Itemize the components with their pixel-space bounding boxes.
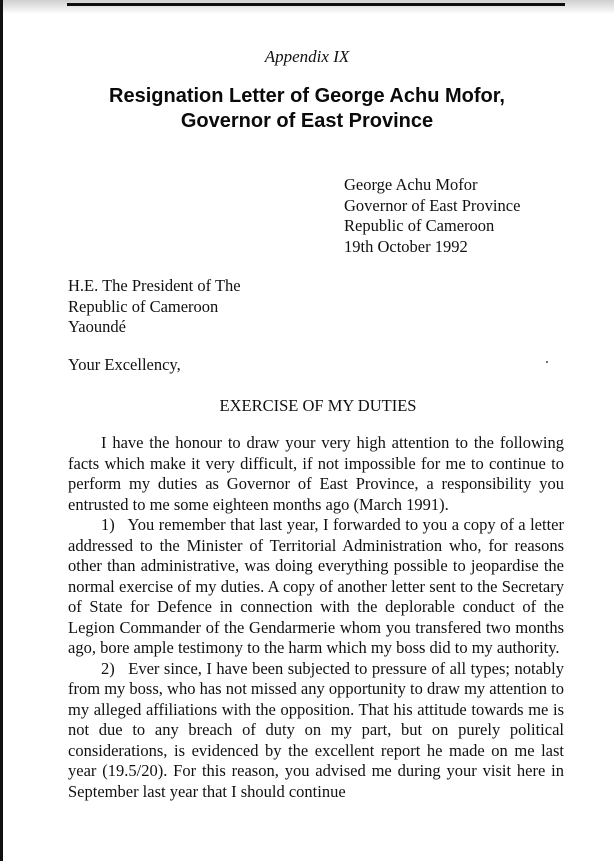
- sender-block: [344, 175, 520, 257]
- subject-heading: EXERCISE OF MY DUTIES: [219, 396, 417, 415]
- addressee-line-2: Republic of Cameroon: [68, 296, 219, 316]
- salutation: Your Excellency,: [68, 355, 181, 374]
- sender-name: George Achu Mofor: [344, 175, 478, 194]
- letter-date: 19th October 1992: [344, 236, 468, 256]
- title-line-1: Resignation Letter of George Achu Mofor,: [109, 85, 505, 107]
- paragraph-intro: I have the honour to draw your very high attention to the following facts which make it very difficult, if not impossible for me to continue to perform my duties as Governor of East Province, a responsibility you entrusted to me some eighteen months ago (March 1991).: [68, 433, 564, 514]
- title-line-2: Governor of East Province: [180, 110, 434, 132]
- document-title: [0, 84, 614, 134]
- paragraph-point-1: 1) You remember that last year, I forwarded to you a copy of a letter addressed to the Minister of Territorial Administration who, for reasons other than administrative, was doing everything possible to jeopardise the normal exercise of my duties. A copy of another letter sent to the Secretary of State for Defence in connection with the deplorable conduct of the Legion Commander of the Gendarmerie whom you transfered two months ago, bore ample testimony to the harm which my boss did to my authority.: [68, 515, 564, 657]
- scan-speck: [546, 361, 548, 363]
- appendix-label: Appendix IX: [264, 47, 350, 66]
- addressee-line-1: H.E. The President of The: [68, 276, 241, 295]
- sender-position: Governor of East Province: [344, 195, 521, 215]
- addressee-block: [68, 276, 241, 338]
- letter-body: [68, 433, 564, 802]
- addressee-line-3: Yaoundé: [68, 317, 126, 336]
- header-rule: [67, 3, 565, 6]
- sender-country: Republic of Cameroon: [344, 216, 495, 235]
- paragraph-point-2: 2) Ever since, I have been subjected to pressure of all types; notably from my boss, who has not missed any opportunity to draw my attention to my alleged affiliations with the opposition. That his attitude towards me is not due to any breach of duty on my part, but on purely political considerations, is evidenced by the excellent report he made on me last year (19.5/20). For this reason, you advised me during your visit here in September last year that I should continue: [68, 658, 564, 801]
